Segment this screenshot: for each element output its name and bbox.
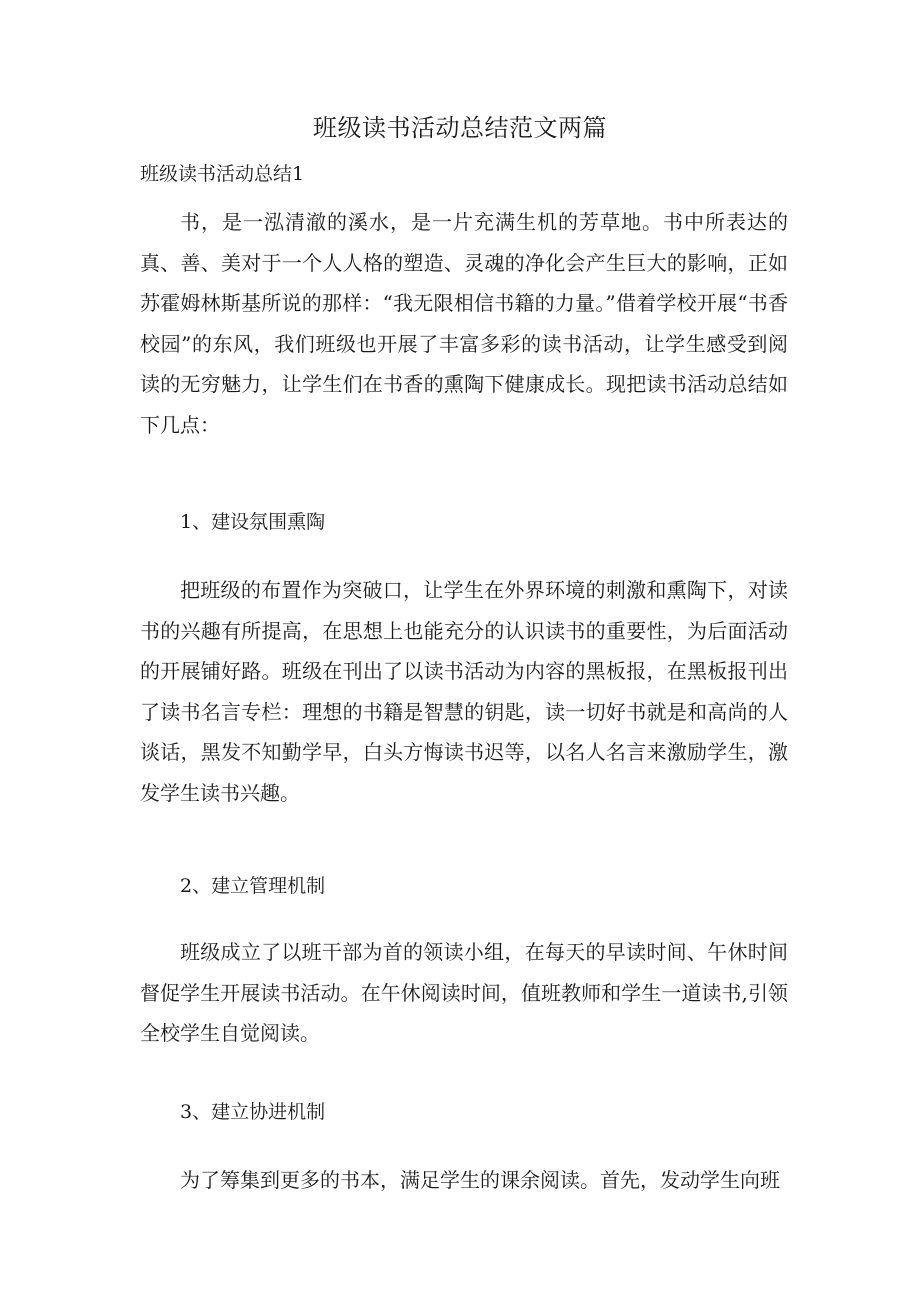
paragraph-management: 班级成立了以班干部为首的领读小组，在每天的早读时间、午休时间督促学生开展读书活动。在午休阅读时间，值班教师和学生一道读书,引领全校学生自觉阅读。: [140, 940, 788, 1045]
paragraph-atmosphere: 把班级的布置作为突破口，让学生在外界环境的刺激和熏陶下，对读书的兴趣有所提高，在思想上也能充分的认识读书的重要性，为后面活动的开展铺好路。班级在刊出了以读书活动为内容的黑板报，在黑板报刊出了读书名言专栏：理想的书籍是智慧的钥匙，读一切好书就是和高尚的人谈话，黑发不知勤学早，白头方悔读书迟等，以名人名言来激励学生，激发学生读书兴趣。: [140, 578, 788, 805]
section-heading-2: 2、建立管理机制: [180, 875, 326, 897]
paragraph-cooperation: 为了筹集到更多的书本，满足学生的课余阅读。首先，发动学生向班: [180, 1168, 780, 1192]
paragraph-intro: 书，是一泓清澈的溪水，是一片充满生机的芳草地。书中所表达的真、善、美对于一个人人格的塑造、灵魂的净化会产生巨大的影响，正如苏霍姆林斯基所说的那样：“我无限相信书籍的力量。”借着学校开展“书香校园”的东风，我们班级也开展了丰富多彩的读书活动，让学生感受到阅读的无穷魅力，让学生们在书香的熏陶下健康成长。现把读书活动总结如下几点：: [140, 210, 788, 437]
document-title: 班级读书活动总结范文两篇: [313, 114, 607, 142]
section-subtitle: 班级读书活动总结1: [140, 163, 305, 185]
section-heading-1: 1、建设氛围熏陶: [180, 511, 326, 533]
section-heading-3: 3、建立协进机制: [180, 1101, 326, 1123]
